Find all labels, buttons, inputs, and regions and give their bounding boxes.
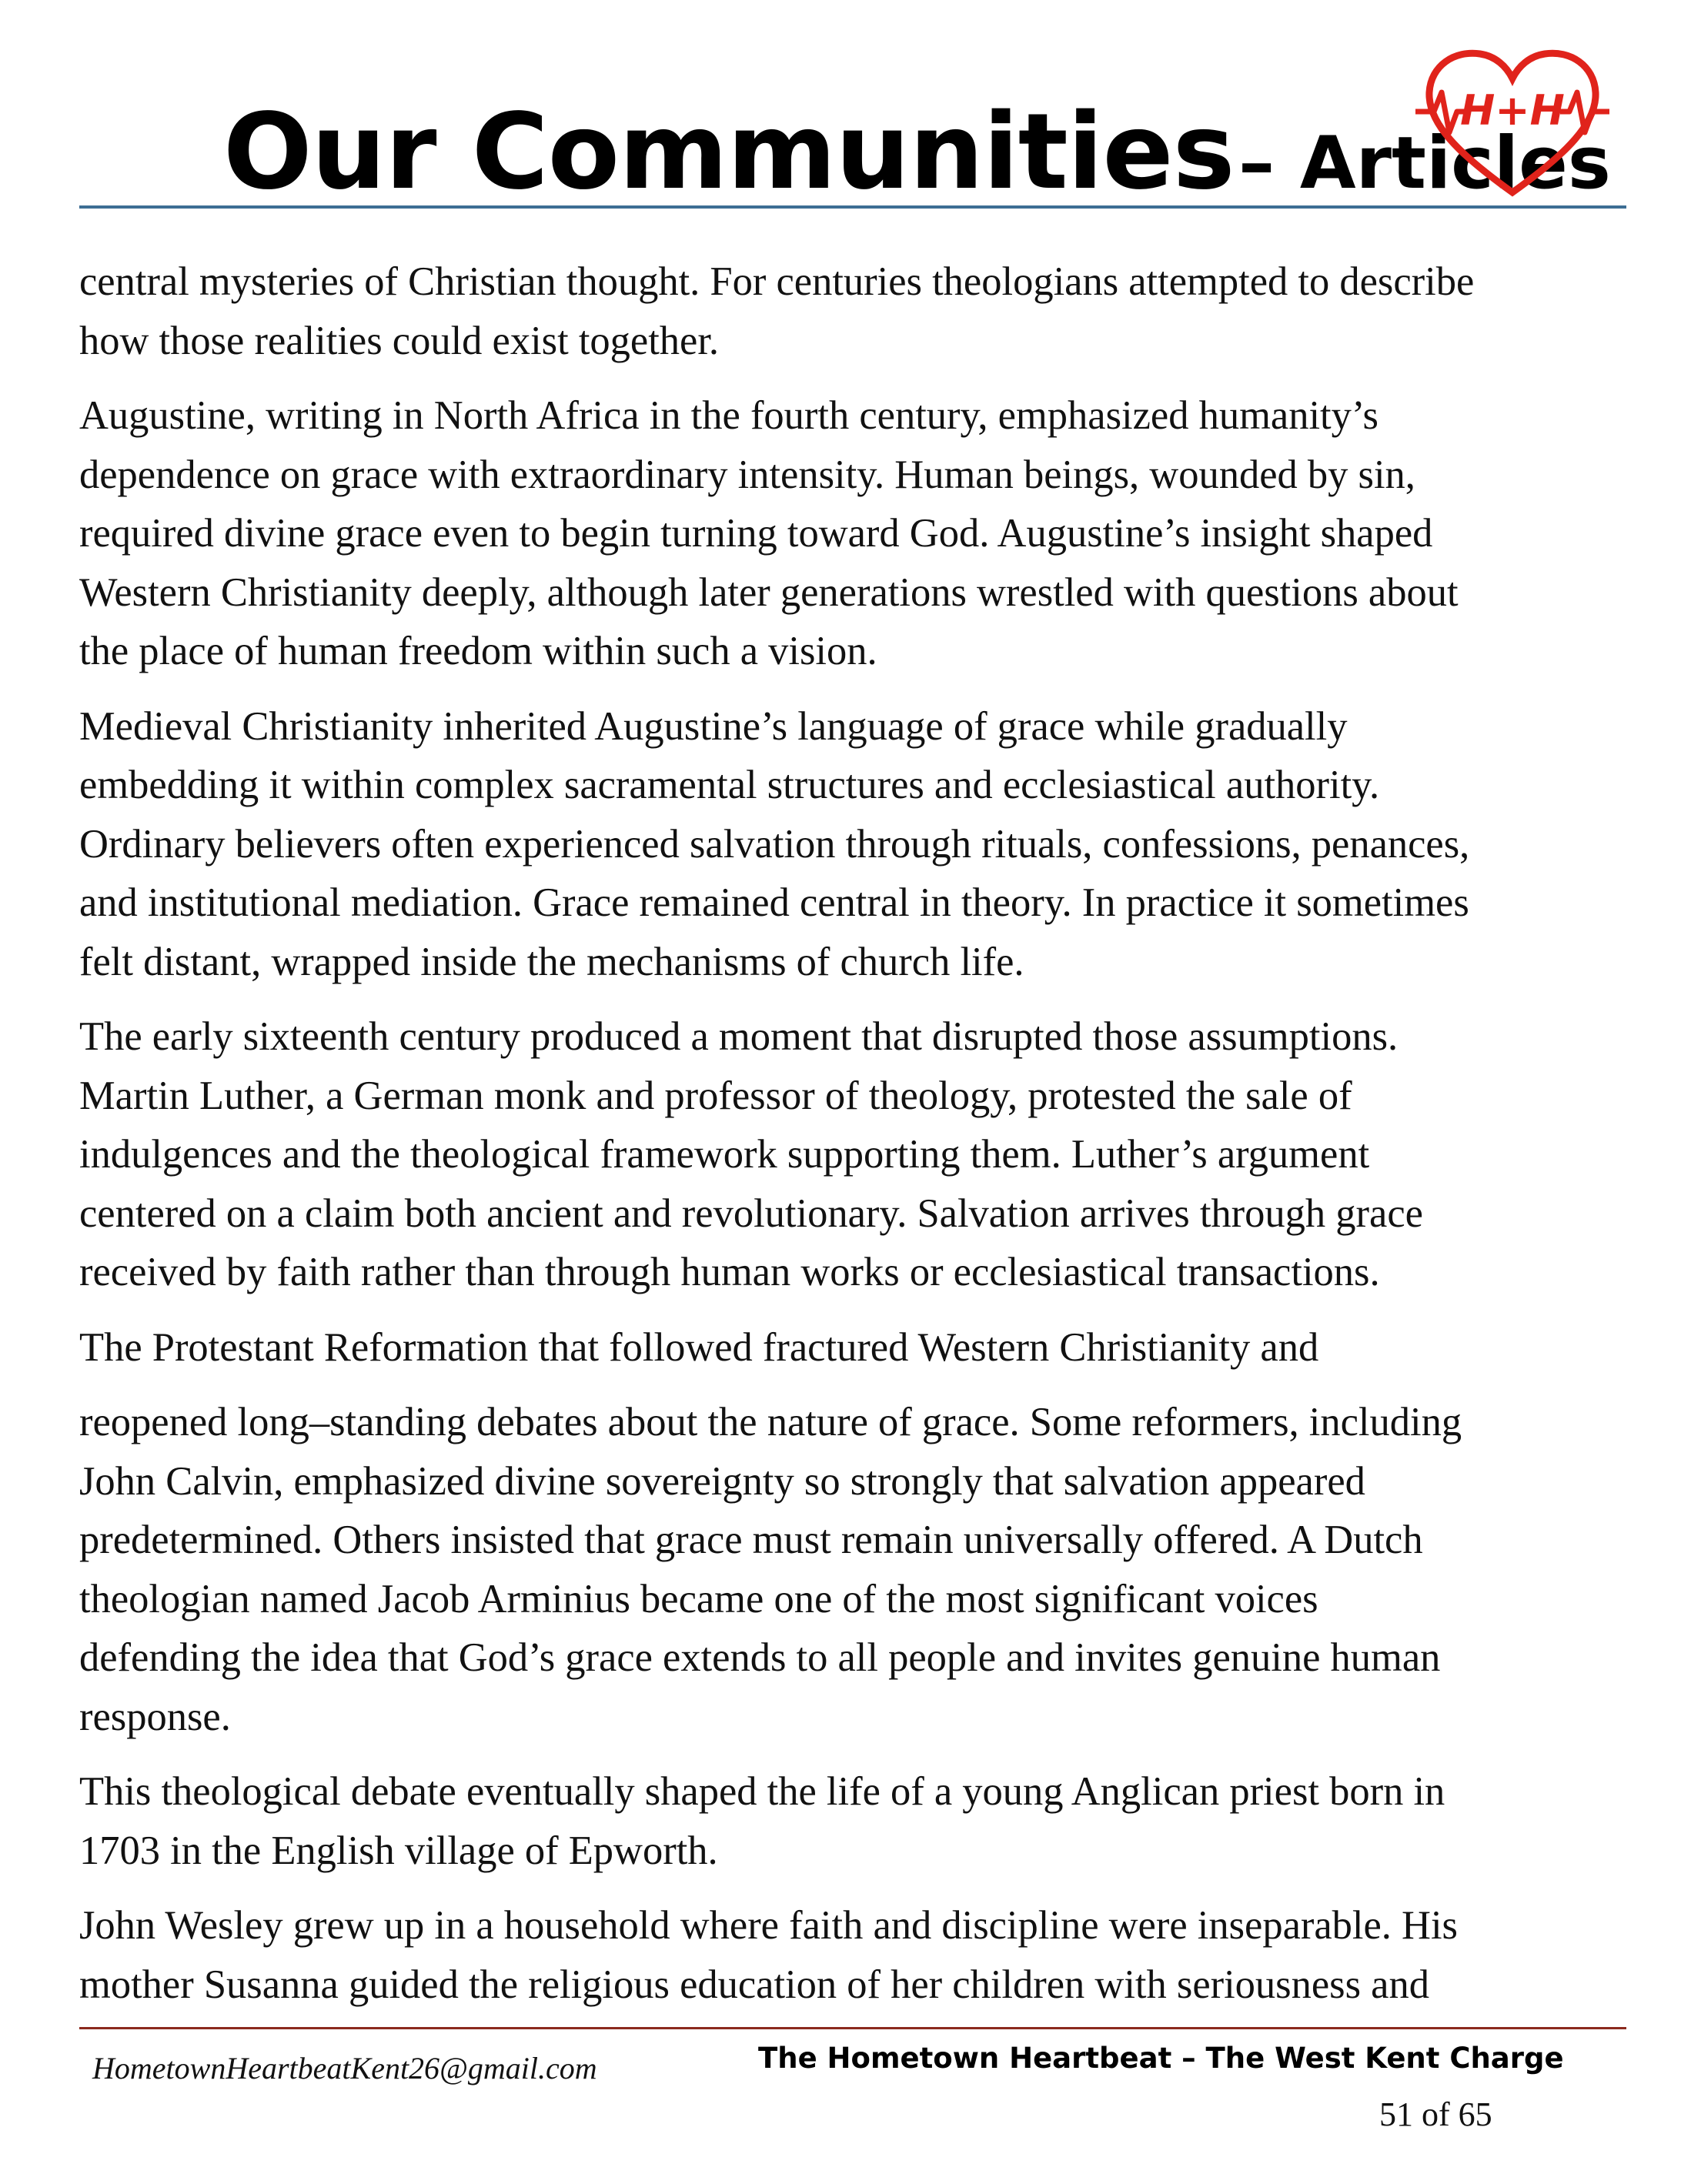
text-line: 1703 in the English village of Epworth.: [79, 1828, 718, 1873]
text-line: The early sixteenth century produced a moment that disrupted those assumptions.: [79, 1014, 1399, 1059]
text-line: John Calvin, emphasized divine sovereignty so strongly that salvation appeared: [79, 1458, 1365, 1504]
heartbeat-logo-icon: [1412, 38, 1612, 208]
paragraph: [79, 1896, 1626, 2014]
text-line: The Protestant Reformation that followed fractured Western Christianity and: [79, 1324, 1319, 1370]
text-line: centered on a claim both ancient and revolutionary. Salvation arrives through grace: [79, 1191, 1423, 1236]
text-line: Western Christianity deeply, although later generations wrestled with questions about: [79, 569, 1459, 615]
text-line: and institutional mediation. Grace remained central in theory. In practice it sometimes: [79, 880, 1469, 925]
footer-divider: [79, 2027, 1626, 2029]
text-line: felt distant, wrapped inside the mechanisms of church life.: [79, 939, 1024, 984]
paragraph: [79, 1318, 1626, 1378]
article-body: [79, 252, 1626, 2030]
footer-email: HometownHeartbeatKent26@gmail.com: [92, 2051, 597, 2085]
title-sub: – Articles: [1238, 122, 1611, 205]
text-line: the place of human freedom within such a vision.: [79, 629, 877, 673]
text-line: received by faith rather than through human works or ecclesiastical transactions.: [79, 1250, 1380, 1294]
text-line: reopened long–standing debates about the nature of grace. Some reformers, including: [79, 1400, 1462, 1444]
text-line: defending the idea that God’s grace extends to all people and invites genuine human: [79, 1635, 1441, 1680]
text-line: predetermined. Others insisted that grace must remain universally offered. A Dutch: [79, 1518, 1423, 1562]
text-line: response.: [79, 1694, 231, 1739]
paragraph: [79, 386, 1626, 681]
logo-text: H+H: [1460, 86, 1565, 135]
text-line: indulgences and the theological framework supporting them. Luther’s argument: [79, 1132, 1370, 1177]
text-line: Medieval Christianity inherited Augustine’s language of grace while gradually: [79, 703, 1348, 749]
text-line: Augustine, writing in North Africa in the fourth century, emphasized humanity’s: [79, 393, 1379, 438]
paragraph: [79, 1762, 1626, 1880]
text-line: John Wesley grew up in a household where faith and discipline were inseparable. His: [79, 1903, 1458, 1948]
footer-publication: The Hometown Heartbeat – The West Kent Charge: [758, 2042, 1564, 2075]
text-line: This theological debate eventually shaped the life of a young Anglican priest born in: [79, 1769, 1445, 1814]
paragraph: [79, 1007, 1626, 1302]
text-line: mother Susanna guided the religious education of her children with seriousness and: [79, 1962, 1429, 2007]
text-line: theologian named Jacob Arminius became one of the most significant voices: [79, 1576, 1318, 1621]
title-main: Our Communities: [223, 92, 1235, 213]
text-line: central mysteries of Christian thought. For centuries theologians attempted to describe: [79, 259, 1475, 304]
text-line: embedding it within complex sacramental structures and ecclesiastical authority.: [79, 763, 1380, 807]
text-line: Martin Luther, a German monk and professor of theology, protested the sale of: [79, 1073, 1352, 1118]
page-number: 51 of 65: [1379, 2096, 1492, 2133]
text-line: dependence on grace with extraordinary intensity. Human beings, wounded by sin,: [79, 452, 1415, 497]
header-divider: [79, 205, 1626, 209]
text-line: Ordinary believers often experienced salvation through rituals, confessions, penances,: [79, 821, 1470, 867]
text-line: how those realities could exist together.: [79, 318, 720, 363]
paragraph: [79, 252, 1626, 370]
text-line: required divine grace even to begin turning toward God. Augustine’s insight shaped: [79, 511, 1433, 556]
paragraph: [79, 697, 1626, 992]
paragraph: [79, 1393, 1626, 1746]
